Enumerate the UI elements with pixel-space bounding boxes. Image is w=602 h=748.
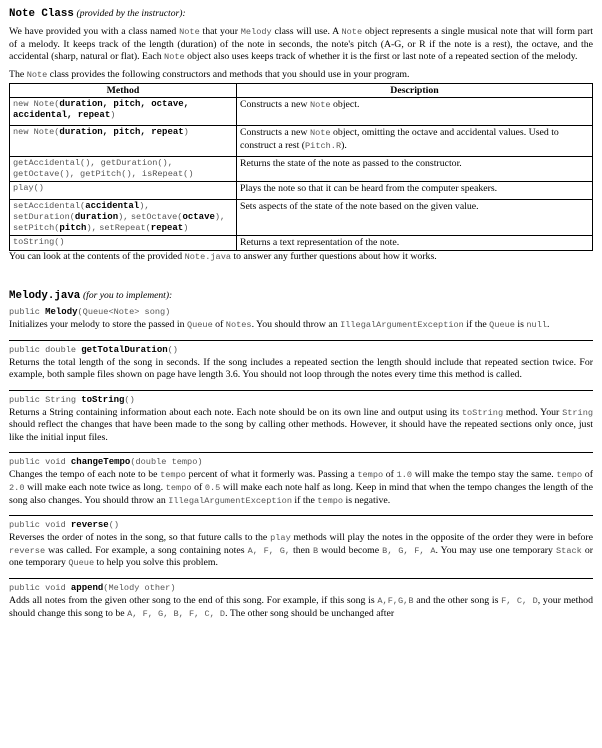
description-cell: Constructs a new Note object, omitting the octave and accidental values. Used to construct a rest (Pitch.R). xyxy=(237,125,593,156)
description-cell: Returns a text representation of the note. xyxy=(237,235,593,251)
change-tempo-section xyxy=(9,452,593,507)
to-string-section xyxy=(9,390,593,445)
method-cell: getAccidental(), getDuration(), getOctave(), getPitch(), isRepeat() xyxy=(10,157,237,182)
append-section xyxy=(9,578,593,620)
get-total-duration-section xyxy=(9,340,593,382)
method-description: Reverses the order of notes in the song, so that future calls to the play methods will play the notes in the opposite of the order they were in before reverse was called. For example, a song containing notes A, F, G, then B would become B, G, F, A. You may use one temporary Stack or one temporary Queue to help you solve this problem. xyxy=(9,532,593,569)
table-row xyxy=(10,181,593,200)
melody-heading: Melody.java (for you to implement): xyxy=(9,289,173,302)
method-signature: public String toString() xyxy=(9,394,135,405)
method-column-header: Method xyxy=(10,84,237,98)
method-cell: new Note(duration, pitch, repeat) xyxy=(10,125,237,156)
note-class-intro: We have provided you with a class named Note that your Melody class will use. A Note object represents a single musical note that will form part of a melody. It keeps track of the length (duration) of the note in seconds, the note's pitch (A-G, or R if the note is a rest), the octave, and the accidental (sharp, natural or flat). Each Note object also uses keeps track of whether it is the first or last note of a repeated section of the melody. xyxy=(9,26,593,63)
method-description: Returns the total length of the song in seconds. If the song includes a repeated section the length should include that repeated section twice. For example, both sample files shown on page have length 3.6. You should not loop through the notes every time this method is called. xyxy=(9,356,593,381)
note-java-reference: You can look at the contents of the provided Note.java to answer any further questions about how it works. xyxy=(9,251,437,263)
method-description: Adds all notes from the given other song to the end of this song. For example, if this song is A,F,G,B and the other song is F, C, D, your method should change this song to be A, F, G, B, F, C, D. The other song should be unchanged after xyxy=(9,595,593,619)
method-cell: new Note(duration, pitch, octave, accidental, repeat) xyxy=(10,98,237,126)
method-cell: play() xyxy=(10,181,237,200)
method-cell: setAccidental(accidental), setDuration(duration), setOctave(octave), setPitch(pitch), setRepeat(repeat) xyxy=(10,200,237,235)
description-cell: Plays the note so that it can be heard from the computer speakers. xyxy=(237,181,593,200)
table-header-row xyxy=(10,84,593,98)
method-cell: toString() xyxy=(10,235,237,251)
method-signature: public void changeTempo(double tempo) xyxy=(9,457,203,468)
methods-table xyxy=(9,83,593,251)
method-description: Initializes your melody to store the passed in Queue of Notes. You should throw an IllegalArgumentException if the Queue is null. xyxy=(9,318,550,330)
method-description: Changes the tempo of each note to be tempo percent of what it formerly was. Passing a tempo of 1.0 will make the tempo stay the same. tempo of 2.0 will make each note twice as long. tempo of 0.5 will make each note half as long. Keep in mind that when the tempo changes the length of the song also changes. You should throw an IllegalArgumentException if the tempo is negative. xyxy=(9,469,594,506)
description-cell: Sets aspects of the state of the note based on the given value. xyxy=(237,200,593,235)
note-class-heading: Note Class (provided by the instructor): xyxy=(9,8,186,20)
method-signature: public double getTotalDuration() xyxy=(9,344,178,355)
method-signature: public void reverse() xyxy=(9,520,120,531)
table-row xyxy=(10,235,593,251)
note-class-provides: The Note class provides the following constructors and methods that you should use in your program. xyxy=(9,68,410,80)
description-cell: Constructs a new Note object. xyxy=(237,98,593,126)
table-row xyxy=(10,125,593,156)
table-row xyxy=(10,157,593,182)
reverse-section xyxy=(9,515,593,570)
table-row xyxy=(10,98,593,126)
description-column-header: Description xyxy=(237,84,593,98)
description-cell: Returns the state of the note as passed to the constructor. xyxy=(237,157,593,182)
method-signature: public void append(Melody other) xyxy=(9,583,176,594)
method-signature: public Melody(Queue<Note> song) xyxy=(9,306,171,317)
melody-constructor xyxy=(9,306,593,332)
method-description: Returns a String containing information about each note. Each note should be on its own line and output using its toString method. Your String should reflect the changes that have been made to the song by calling other methods. However, it should have the repeated sections only once, just like the initial input files. xyxy=(9,406,594,443)
table-row xyxy=(10,200,593,235)
